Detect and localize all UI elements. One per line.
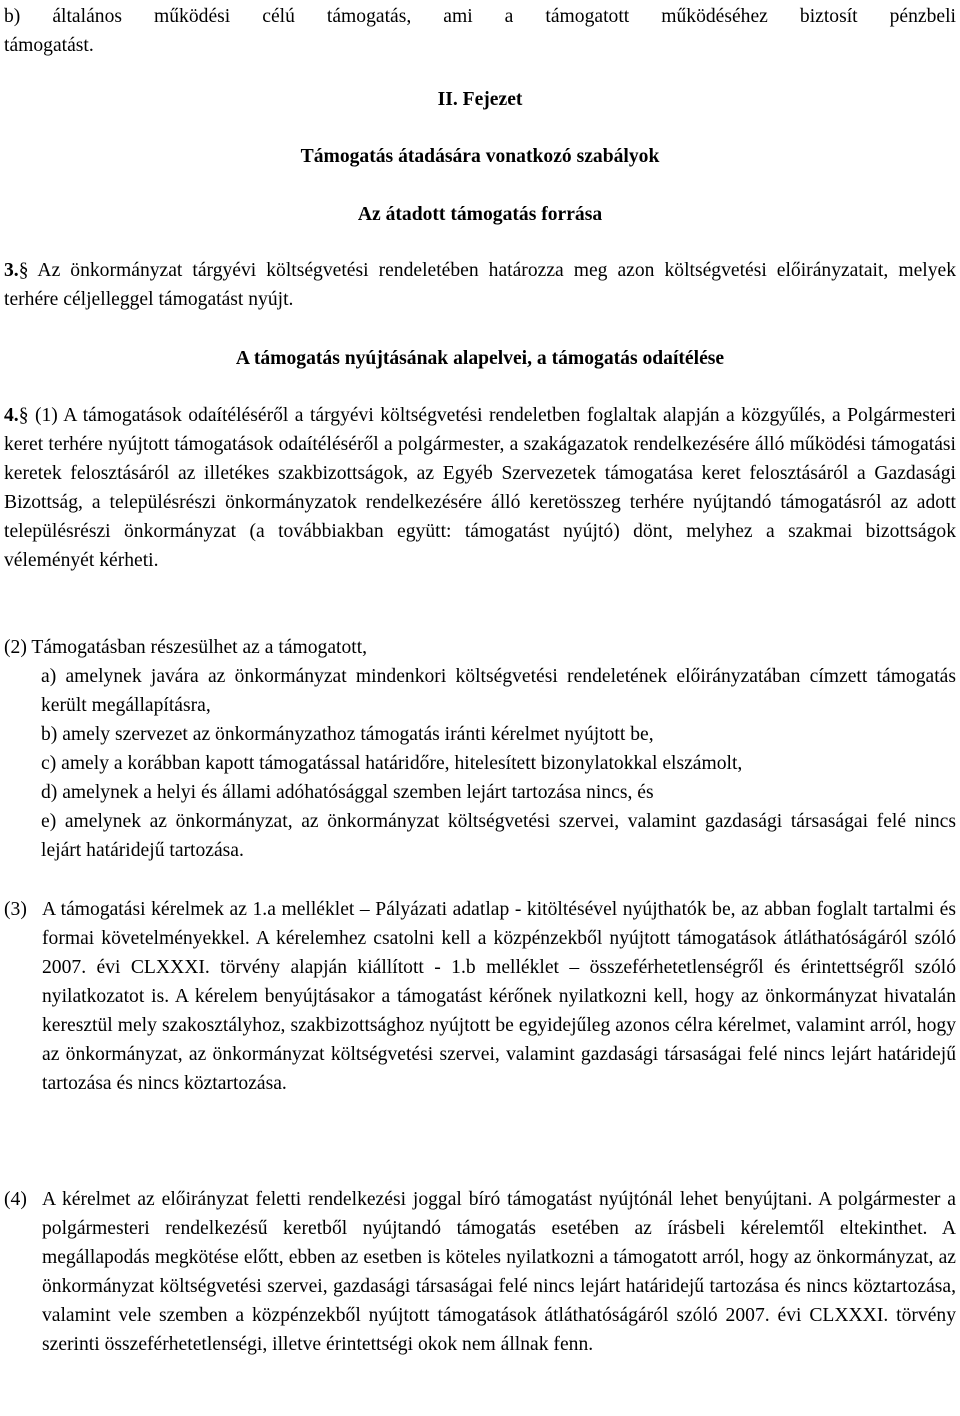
paragraph-4-4 bbox=[4, 1185, 956, 1359]
paragraph-number: 3. bbox=[4, 260, 19, 281]
section-title-block bbox=[4, 200, 956, 229]
chapter-heading bbox=[4, 85, 956, 114]
paragraph-text: (1) A támogatások odaítéléséről a tárgyévi költségvetési rendeletben foglaltak alapján a közgyűlés, a Polgármesteri keret terhére nyújtott támogatások odaítéléséről a polgármester, a szakágazatok rendelkezésére álló működési támogatási keretek felosztásáról az illetékes szakbizottságok, az Egyéb Szervezetek támogatása keret felosztásáról a Gazdasági Bizottság, a településrészi önkormányzatok rendelkezésére álló keretösszeg terhére nyújtandó támogatásról az adott településrészi önkormányzat (a továbbiakban együtt: támogatást nyújtó) dönt, melyhez a szakmai bizottságok véleményét kérheti. bbox=[4, 405, 956, 571]
subheading: A támogatás nyújtásának alapelvei, a támogatás odaítélése bbox=[235, 348, 725, 369]
paragraph-4-1 bbox=[4, 401, 956, 575]
intro-line-1: b) általános működési célú támogatás, ami a támogatott működéséhez biztosít pénzbeli bbox=[4, 6, 956, 27]
paragraph-text: A kérelmet az előirányzat feletti rendelkezési joggal bíró támogatást nyújtónál lehet benyújtani. A polgármester a polgármesteri rendelkezésű keretből nyújtandó támogatás esetében az írásbeli kérelemtől eltekinthet. A megállapodás megkötése előtt, ebben az esetben is köteles nyilatkozni a támogatott arról, hogy az önkormányzat, az önkormányzat költségvetési szervei, gazdasági társaságai felé nincs lejárt határidejű tartozása és nincs köztartozása, valamint vele szemben a közpénzekből nyújtott támogatások átláthatóságáról szóló 2007. évi CLXXXI. törvény szerinti összeférhetetlenségi, illetve érintettségi okok nem állnak fenn. bbox=[42, 1189, 956, 1355]
chapter-title: Támogatás átadására vonatkozó szabályok bbox=[300, 146, 660, 167]
intro-block bbox=[4, 2, 956, 60]
subheading-block bbox=[4, 344, 956, 373]
paragraph-number: (4) bbox=[4, 1189, 27, 1210]
list-item: b) amely szervezet az önkormányzathoz támogatás iránti kérelmet nyújtott be, bbox=[41, 724, 654, 745]
paragraph-4-2 bbox=[4, 633, 956, 865]
paragraph-3 bbox=[4, 256, 956, 314]
chapter-number: II. Fejezet bbox=[437, 89, 523, 110]
section-sign: § bbox=[18, 260, 29, 281]
paragraph-number: 4. bbox=[4, 405, 19, 426]
intro-line-2: támogatást. bbox=[4, 35, 94, 56]
section-sign: § bbox=[18, 405, 29, 426]
list-item: d) amelynek a helyi és állami adóhatósággal szemben lejárt tartozása nincs, és bbox=[41, 782, 654, 803]
paragraph-4-3 bbox=[4, 895, 956, 1098]
paragraph-4-2-lead: (2) Támogatásban részesülhet az a támogatott, bbox=[4, 637, 368, 658]
chapter-title-block bbox=[4, 142, 956, 171]
paragraph-number: (3) bbox=[4, 899, 27, 920]
criteria-list bbox=[4, 662, 956, 865]
list-item: e) amelynek az önkormányzat, az önkormányzat költségvetési szervei, valamint gazdasági társaságai felé nincs lejárt határidejű tartozása. bbox=[41, 811, 956, 861]
list-item: c) amely a korábban kapott támogatással határidőre, hitelesített bizonylatokkal elszámolt, bbox=[41, 753, 743, 774]
paragraph-text: Az önkormányzat tárgyévi költségvetési rendeletében határozza meg azon költségvetési előirányzatait, melyek terhére céljelleggel támogatást nyújt. bbox=[4, 260, 956, 310]
list-item: a) amelynek javára az önkormányzat mindenkori költségvetési rendeletének előirányzatában címzett támogatás került megállapításra, bbox=[41, 666, 956, 716]
section-title: Az átadott támogatás forrása bbox=[357, 204, 603, 225]
paragraph-text: A támogatási kérelmek az 1.a melléklet – Pályázati adatlap - kitöltésével nyújthatók be, az abban foglalt tartalmi és formai követelményekkel. A kérelemhez csatolni kell a közpénzekből nyújtott támogatások átláthatóságáról szóló 2007. évi CLXXXI. törvény alapján kiállított - 1.b melléklet – összeférhetetlenségről és érintettségről szóló nyilatkozatot is. A kérelem benyújtásakor a támogatást kérőnek nyilatkozni kell, hogy az önkormányzat hivatalán keresztül mely szakosztályhoz, szakbizottsághoz nyújtott be egyidejűleg azonos célra kérelmet, valamint arról, hogy az önkormányzat, az önkormányzat költségvetési szervei, valamint gazdasági társaságai felé nincs lejárt határidejű tartozása és nincs köztartozása. bbox=[42, 899, 956, 1094]
